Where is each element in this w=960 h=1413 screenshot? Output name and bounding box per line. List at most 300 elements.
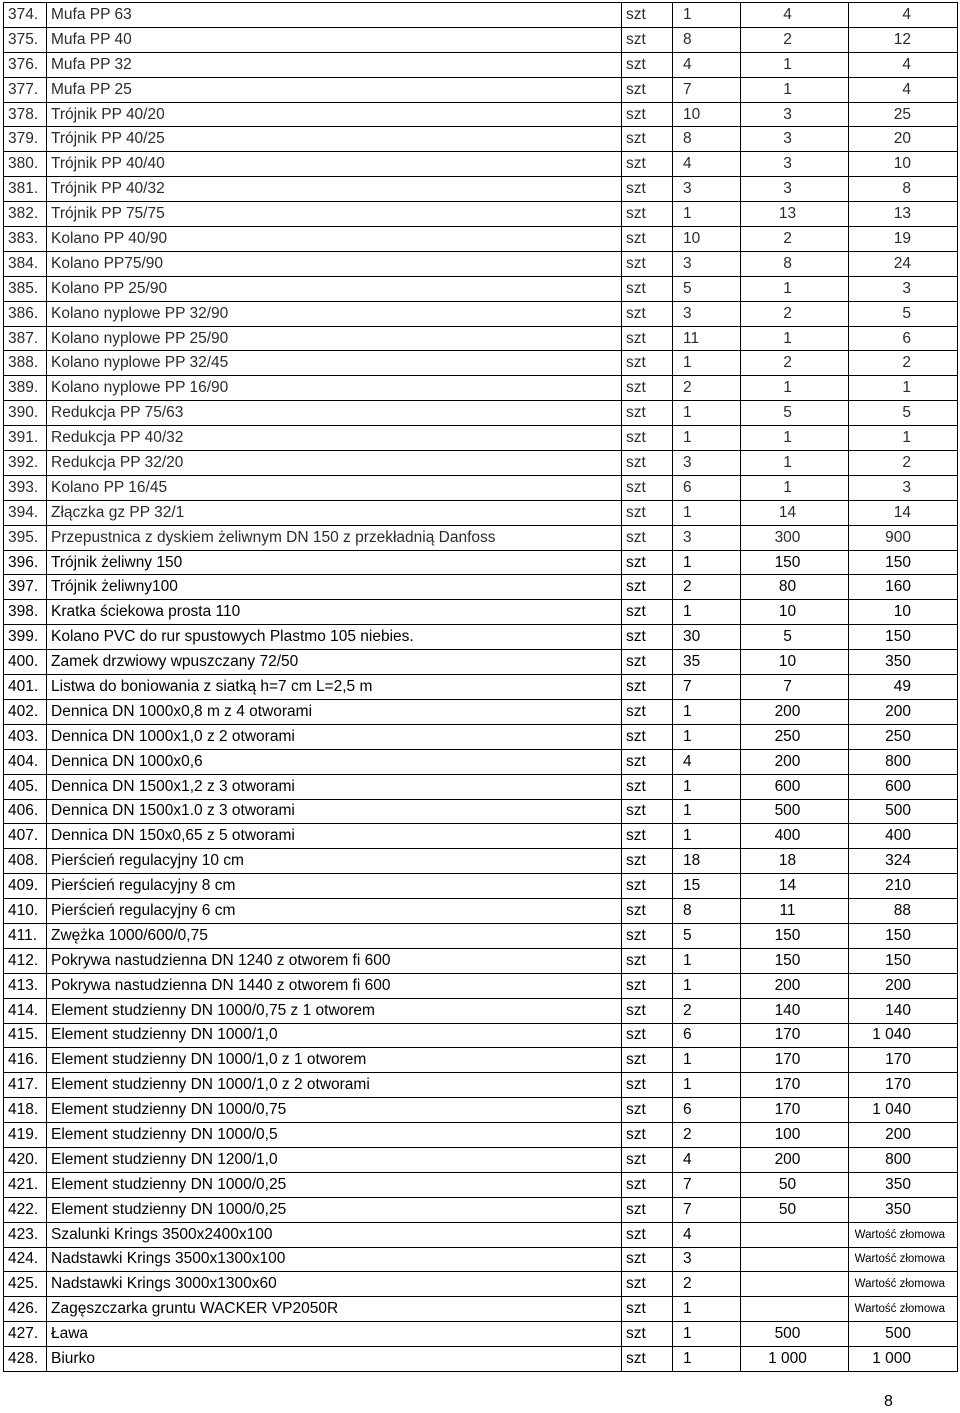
table-row: [4, 1247, 958, 1272]
row-number-cell: 400.: [4, 650, 47, 675]
value-cell: 150: [849, 923, 958, 948]
row-number-cell: 412.: [4, 948, 47, 973]
quantity-cell: 8: [673, 899, 741, 924]
value-cell: 88: [849, 899, 958, 924]
unit-cell: szt: [622, 849, 673, 874]
value-cell: 19: [849, 227, 958, 252]
item-name-cell: Zamek drzwiowy wpuszczany 72/50: [47, 650, 622, 675]
row-number-cell: 392.: [4, 451, 47, 476]
item-name-cell: Mufa PP 40: [47, 27, 622, 52]
item-name-cell: Kolano PP 40/90: [47, 227, 622, 252]
row-number-cell: 424.: [4, 1247, 47, 1272]
quantity-cell: 7: [673, 1172, 741, 1197]
quantity-cell: 4: [673, 749, 741, 774]
value-cell: 1: [849, 376, 958, 401]
unit-cell: szt: [622, 1073, 673, 1098]
unit-cell: szt: [622, 77, 673, 102]
table-row: [4, 276, 958, 301]
unit-cell: szt: [622, 874, 673, 899]
item-name-cell: Trójnik PP 40/25: [47, 127, 622, 152]
row-number-cell: 421.: [4, 1172, 47, 1197]
unit-price-cell: 140: [741, 998, 849, 1023]
item-name-cell: Pokrywa nastudzienna DN 1240 z otworem fi 600: [47, 948, 622, 973]
item-name-cell: Złączka gz PP 32/1: [47, 500, 622, 525]
row-number-cell: 418.: [4, 1098, 47, 1123]
unit-price-cell: 170: [741, 1073, 849, 1098]
inventory-table: [3, 2, 958, 1372]
table-row: [4, 998, 958, 1023]
row-number-cell: 417.: [4, 1073, 47, 1098]
table-row: [4, 1297, 958, 1322]
item-name-cell: Listwa do boniowania z siatką h=7 cm L=2,5 m: [47, 675, 622, 700]
quantity-cell: 4: [673, 1147, 741, 1172]
table-row: [4, 1048, 958, 1073]
quantity-cell: 5: [673, 923, 741, 948]
unit-cell: szt: [622, 973, 673, 998]
row-number-cell: 382.: [4, 202, 47, 227]
table-row: [4, 1147, 958, 1172]
unit-price-cell: 170: [741, 1048, 849, 1073]
item-name-cell: Trójnik żeliwny100: [47, 575, 622, 600]
row-number-cell: 411.: [4, 923, 47, 948]
unit-price-cell: 1: [741, 475, 849, 500]
unit-price-cell: 170: [741, 1098, 849, 1123]
value-cell: 250: [849, 724, 958, 749]
unit-cell: szt: [622, 575, 673, 600]
table-row: [4, 500, 958, 525]
row-number-cell: 427.: [4, 1322, 47, 1347]
table-row: [4, 650, 958, 675]
unit-price-cell: [741, 1272, 849, 1297]
quantity-cell: 1: [673, 500, 741, 525]
item-name-cell: Kolano PP75/90: [47, 251, 622, 276]
unit-price-cell: 1: [741, 52, 849, 77]
quantity-cell: 2: [673, 1123, 741, 1148]
quantity-cell: 7: [673, 675, 741, 700]
row-number-cell: 378.: [4, 102, 47, 127]
value-cell: 1: [849, 426, 958, 451]
row-number-cell: 386.: [4, 301, 47, 326]
item-name-cell: Element studzienny DN 1000/0,5: [47, 1123, 622, 1148]
table-row: [4, 152, 958, 177]
table-row: [4, 3, 958, 28]
unit-cell: szt: [622, 1147, 673, 1172]
table-row: [4, 550, 958, 575]
table-row: [4, 475, 958, 500]
value-cell: 10: [849, 600, 958, 625]
quantity-cell: 1: [673, 824, 741, 849]
unit-cell: szt: [622, 799, 673, 824]
value-cell: 400: [849, 824, 958, 849]
unit-price-cell: 1: [741, 77, 849, 102]
item-name-cell: Ława: [47, 1322, 622, 1347]
table-row: [4, 202, 958, 227]
row-number-cell: 376.: [4, 52, 47, 77]
item-name-cell: Redukcja PP 40/32: [47, 426, 622, 451]
row-number-cell: 379.: [4, 127, 47, 152]
row-number-cell: 402.: [4, 699, 47, 724]
row-number-cell: 405.: [4, 774, 47, 799]
unit-price-cell: 500: [741, 1322, 849, 1347]
table-row: [4, 600, 958, 625]
unit-price-cell: 14: [741, 874, 849, 899]
item-name-cell: Kolano nyplowe PP 25/90: [47, 326, 622, 351]
item-name-cell: Biurko: [47, 1347, 622, 1372]
table-row: [4, 1073, 958, 1098]
quantity-cell: 7: [673, 1197, 741, 1222]
row-number-cell: 380.: [4, 152, 47, 177]
quantity-cell: 1: [673, 1347, 741, 1372]
item-name-cell: Kolano PVC do rur spustowych Plastmo 105 niebies.: [47, 625, 622, 650]
quantity-cell: 1: [673, 600, 741, 625]
item-name-cell: Element studzienny DN 1000/1,0 z 2 otworami: [47, 1073, 622, 1098]
unit-cell: szt: [622, 500, 673, 525]
unit-cell: szt: [622, 749, 673, 774]
quantity-cell: 1: [673, 1048, 741, 1073]
row-number-cell: 397.: [4, 575, 47, 600]
row-number-cell: 384.: [4, 251, 47, 276]
unit-cell: szt: [622, 301, 673, 326]
table-row: [4, 227, 958, 252]
unit-price-cell: 13: [741, 202, 849, 227]
unit-price-cell: 7: [741, 675, 849, 700]
item-name-cell: Trójnik PP 75/75: [47, 202, 622, 227]
unit-price-cell: [741, 1222, 849, 1247]
item-name-cell: Mufa PP 32: [47, 52, 622, 77]
unit-cell: szt: [622, 1123, 673, 1148]
table-row: [4, 127, 958, 152]
value-cell: 25: [849, 102, 958, 127]
table-body: [4, 3, 958, 1372]
unit-price-cell: 3: [741, 127, 849, 152]
value-cell: 200: [849, 973, 958, 998]
table-row: [4, 426, 958, 451]
row-number-cell: 399.: [4, 625, 47, 650]
table-row: [4, 27, 958, 52]
value-cell: 6: [849, 326, 958, 351]
item-name-cell: Kolano nyplowe PP 32/90: [47, 301, 622, 326]
item-name-cell: Redukcja PP 75/63: [47, 401, 622, 426]
row-number-cell: 410.: [4, 899, 47, 924]
value-cell: 900: [849, 525, 958, 550]
table-row: [4, 899, 958, 924]
table-row: [4, 799, 958, 824]
unit-cell: szt: [622, 426, 673, 451]
unit-price-cell: 10: [741, 600, 849, 625]
quantity-cell: 3: [673, 525, 741, 550]
unit-price-cell: 200: [741, 1147, 849, 1172]
unit-cell: szt: [622, 1048, 673, 1073]
table-row: [4, 177, 958, 202]
value-cell: 140: [849, 998, 958, 1023]
unit-cell: szt: [622, 401, 673, 426]
item-name-cell: Mufa PP 25: [47, 77, 622, 102]
row-number-cell: 403.: [4, 724, 47, 749]
table-row: [4, 824, 958, 849]
value-cell: 24: [849, 251, 958, 276]
table-row: [4, 525, 958, 550]
table-row: [4, 251, 958, 276]
value-cell: 200: [849, 1123, 958, 1148]
quantity-cell: 4: [673, 152, 741, 177]
unit-cell: szt: [622, 1023, 673, 1048]
value-cell: 8: [849, 177, 958, 202]
table-row: [4, 874, 958, 899]
item-name-cell: Mufa PP 63: [47, 3, 622, 28]
unit-price-cell: 18: [741, 849, 849, 874]
unit-cell: szt: [622, 376, 673, 401]
quantity-cell: 35: [673, 650, 741, 675]
row-number-cell: 426.: [4, 1297, 47, 1322]
value-cell: 5: [849, 401, 958, 426]
quantity-cell: 1: [673, 426, 741, 451]
item-name-cell: Pokrywa nastudzienna DN 1440 z otworem fi 600: [47, 973, 622, 998]
value-cell: 600: [849, 774, 958, 799]
table-row: [4, 52, 958, 77]
row-number-cell: 390.: [4, 401, 47, 426]
unit-cell: szt: [622, 699, 673, 724]
value-cell: 500: [849, 1322, 958, 1347]
unit-cell: szt: [622, 251, 673, 276]
row-number-cell: 404.: [4, 749, 47, 774]
row-number-cell: 409.: [4, 874, 47, 899]
unit-cell: szt: [622, 625, 673, 650]
quantity-cell: 1: [673, 202, 741, 227]
row-number-cell: 419.: [4, 1123, 47, 1148]
value-cell: 800: [849, 749, 958, 774]
value-cell: 200: [849, 699, 958, 724]
unit-price-cell: 200: [741, 699, 849, 724]
unit-price-cell: 3: [741, 102, 849, 127]
table-row: [4, 77, 958, 102]
row-number-cell: 407.: [4, 824, 47, 849]
value-cell: 150: [849, 948, 958, 973]
value-cell: 160: [849, 575, 958, 600]
value-cell: 4: [849, 77, 958, 102]
value-cell: 500: [849, 799, 958, 824]
table-row: [4, 923, 958, 948]
quantity-cell: 1: [673, 1322, 741, 1347]
value-cell: 3: [849, 475, 958, 500]
unit-price-cell: 200: [741, 973, 849, 998]
unit-price-cell: 600: [741, 774, 849, 799]
unit-cell: szt: [622, 102, 673, 127]
quantity-cell: 3: [673, 177, 741, 202]
value-cell: 20: [849, 127, 958, 152]
value-cell: 350: [849, 1172, 958, 1197]
row-number-cell: 383.: [4, 227, 47, 252]
table-row: [4, 102, 958, 127]
value-cell: 5: [849, 301, 958, 326]
value-cell: Wartość złomowa: [849, 1247, 958, 1272]
page-number: 8: [884, 1393, 893, 1410]
quantity-cell: 3: [673, 301, 741, 326]
row-number-cell: 385.: [4, 276, 47, 301]
unit-cell: szt: [622, 824, 673, 849]
item-name-cell: Kolano PP 16/45: [47, 475, 622, 500]
row-number-cell: 416.: [4, 1048, 47, 1073]
unit-cell: szt: [622, 177, 673, 202]
unit-cell: szt: [622, 326, 673, 351]
unit-cell: szt: [622, 550, 673, 575]
item-name-cell: Element studzienny DN 1000/0,75 z 1 otworem: [47, 998, 622, 1023]
unit-cell: szt: [622, 27, 673, 52]
unit-cell: szt: [622, 948, 673, 973]
unit-cell: szt: [622, 998, 673, 1023]
unit-price-cell: 2: [741, 27, 849, 52]
unit-cell: szt: [622, 127, 673, 152]
unit-cell: szt: [622, 202, 673, 227]
item-name-cell: Nadstawki Krings 3500x1300x100: [47, 1247, 622, 1272]
item-name-cell: Trójnik PP 40/32: [47, 177, 622, 202]
value-cell: Wartość złomowa: [849, 1297, 958, 1322]
item-name-cell: Nadstawki Krings 3000x1300x60: [47, 1272, 622, 1297]
quantity-cell: 18: [673, 849, 741, 874]
unit-price-cell: 1: [741, 426, 849, 451]
value-cell: Wartość złomowa: [849, 1222, 958, 1247]
unit-cell: szt: [622, 1322, 673, 1347]
quantity-cell: 3: [673, 451, 741, 476]
row-number-cell: 413.: [4, 973, 47, 998]
unit-cell: szt: [622, 276, 673, 301]
table-row: [4, 749, 958, 774]
value-cell: 12: [849, 27, 958, 52]
row-number-cell: 395.: [4, 525, 47, 550]
value-cell: 350: [849, 650, 958, 675]
quantity-cell: 8: [673, 27, 741, 52]
value-cell: 170: [849, 1048, 958, 1073]
unit-price-cell: 5: [741, 625, 849, 650]
table-row: [4, 675, 958, 700]
table-row: [4, 1197, 958, 1222]
table-row: [4, 1098, 958, 1123]
value-cell: 2: [849, 451, 958, 476]
row-number-cell: 388.: [4, 351, 47, 376]
item-name-cell: Kolano PP 25/90: [47, 276, 622, 301]
item-name-cell: Szalunki Krings 3500x2400x100: [47, 1222, 622, 1247]
value-cell: 170: [849, 1073, 958, 1098]
item-name-cell: Przepustnica z dyskiem żeliwnym DN 150 z przekładnią Danfoss: [47, 525, 622, 550]
row-number-cell: 401.: [4, 675, 47, 700]
item-name-cell: Pierścień regulacyjny 10 cm: [47, 849, 622, 874]
unit-cell: szt: [622, 227, 673, 252]
item-name-cell: Zwężka 1000/600/0,75: [47, 923, 622, 948]
unit-cell: szt: [622, 899, 673, 924]
table-row: [4, 1172, 958, 1197]
value-cell: 150: [849, 625, 958, 650]
row-number-cell: 422.: [4, 1197, 47, 1222]
unit-cell: szt: [622, 1297, 673, 1322]
table-row: [4, 401, 958, 426]
table-row: [4, 1347, 958, 1372]
item-name-cell: Redukcja PP 32/20: [47, 451, 622, 476]
quantity-cell: 1: [673, 550, 741, 575]
unit-cell: szt: [622, 650, 673, 675]
item-name-cell: Element studzienny DN 1000/1,0 z 1 otworem: [47, 1048, 622, 1073]
item-name-cell: Kratka ściekowa prosta 110: [47, 600, 622, 625]
unit-price-cell: 2: [741, 227, 849, 252]
unit-price-cell: 150: [741, 948, 849, 973]
value-cell: 1 000: [849, 1347, 958, 1372]
item-name-cell: Zagęszczarka gruntu WACKER VP2050R: [47, 1297, 622, 1322]
value-cell: 13: [849, 202, 958, 227]
unit-price-cell: 2: [741, 351, 849, 376]
unit-price-cell: 11: [741, 899, 849, 924]
row-number-cell: 374.: [4, 3, 47, 28]
quantity-cell: 1: [673, 401, 741, 426]
unit-price-cell: 3: [741, 152, 849, 177]
unit-price-cell: 1: [741, 451, 849, 476]
item-name-cell: Dennica DN 1000x0,8 m z 4 otworami: [47, 699, 622, 724]
unit-price-cell: 200: [741, 749, 849, 774]
value-cell: 4: [849, 52, 958, 77]
quantity-cell: 15: [673, 874, 741, 899]
item-name-cell: Dennica DN 1500x1.0 z 3 otworami: [47, 799, 622, 824]
unit-cell: szt: [622, 1222, 673, 1247]
table-row: [4, 1023, 958, 1048]
unit-cell: szt: [622, 3, 673, 28]
table-row: [4, 1123, 958, 1148]
table-row: [4, 724, 958, 749]
table-row: [4, 1322, 958, 1347]
table-row: [4, 1272, 958, 1297]
unit-cell: szt: [622, 1098, 673, 1123]
item-name-cell: Trójnik PP 40/40: [47, 152, 622, 177]
unit-price-cell: 80: [741, 575, 849, 600]
unit-price-cell: 400: [741, 824, 849, 849]
unit-cell: szt: [622, 152, 673, 177]
table-row: [4, 1222, 958, 1247]
unit-price-cell: 250: [741, 724, 849, 749]
unit-cell: szt: [622, 451, 673, 476]
unit-cell: szt: [622, 1172, 673, 1197]
table-row: [4, 948, 958, 973]
row-number-cell: 428.: [4, 1347, 47, 1372]
quantity-cell: 1: [673, 1297, 741, 1322]
quantity-cell: 6: [673, 1023, 741, 1048]
row-number-cell: 391.: [4, 426, 47, 451]
quantity-cell: 1: [673, 3, 741, 28]
row-number-cell: 398.: [4, 600, 47, 625]
item-name-cell: Element studzienny DN 1000/0,25: [47, 1197, 622, 1222]
table-row: [4, 301, 958, 326]
item-name-cell: Element studzienny DN 1000/1,0: [47, 1023, 622, 1048]
item-name-cell: Dennica DN 1000x1,0 z 2 otworami: [47, 724, 622, 749]
table-row: [4, 451, 958, 476]
item-name-cell: Pierścień regulacyjny 8 cm: [47, 874, 622, 899]
unit-price-cell: 100: [741, 1123, 849, 1148]
quantity-cell: 7: [673, 77, 741, 102]
quantity-cell: 2: [673, 998, 741, 1023]
unit-price-cell: 10: [741, 650, 849, 675]
quantity-cell: 1: [673, 948, 741, 973]
value-cell: 150: [849, 550, 958, 575]
unit-price-cell: 2: [741, 301, 849, 326]
row-number-cell: 393.: [4, 475, 47, 500]
value-cell: 49: [849, 675, 958, 700]
quantity-cell: 4: [673, 52, 741, 77]
unit-price-cell: 1: [741, 276, 849, 301]
table-row: [4, 849, 958, 874]
value-cell: 1 040: [849, 1098, 958, 1123]
quantity-cell: 10: [673, 227, 741, 252]
unit-cell: szt: [622, 351, 673, 376]
item-name-cell: Element studzienny DN 1000/0,25: [47, 1172, 622, 1197]
row-number-cell: 394.: [4, 500, 47, 525]
value-cell: 800: [849, 1147, 958, 1172]
quantity-cell: 1: [673, 351, 741, 376]
value-cell: 350: [849, 1197, 958, 1222]
